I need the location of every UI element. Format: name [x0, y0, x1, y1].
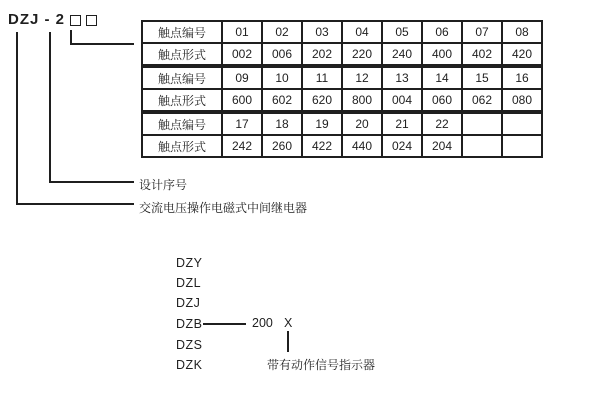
table-cell: 02 [262, 21, 302, 43]
dzb-variable: X [284, 316, 293, 330]
table-cell: 440 [342, 135, 382, 157]
design-serial-label: 设计序号 [139, 178, 188, 192]
series-item-dzl: DZL [176, 276, 202, 290]
callout-line-contact-horizontal [70, 43, 134, 45]
table-cell: 402 [462, 43, 502, 66]
row-label: 触点编号 [142, 66, 222, 89]
callout-line-relay-horizontal [16, 203, 134, 205]
dzb-value: 200 [252, 316, 273, 330]
callout-line-serial-horizontal [49, 181, 134, 183]
table-cell: 07 [462, 21, 502, 43]
series-item-dzb: DZB [176, 317, 203, 331]
table-cell: 260 [262, 135, 302, 157]
table-cell [462, 112, 502, 135]
indicator-label: 带有动作信号指示器 [267, 358, 376, 372]
table-cell [502, 135, 542, 157]
table-cell: 14 [422, 66, 462, 89]
contact-code-table [141, 20, 543, 158]
model-code: DZJ - 2 [8, 11, 66, 28]
table-cell: 080 [502, 89, 542, 112]
table-cell: 12 [342, 66, 382, 89]
table-cell: 09 [222, 66, 262, 89]
series-item-dzk: DZK [176, 358, 203, 372]
indicator-connector-line [287, 331, 289, 352]
table-cell: 15 [462, 66, 502, 89]
table-cell [462, 135, 502, 157]
row-label: 触点编号 [142, 21, 222, 43]
table-cell: 03 [302, 21, 342, 43]
relay-description-label: 交流电压操作电磁式中间继电器 [139, 201, 308, 215]
table-cell: 16 [502, 66, 542, 89]
table-cell: 06 [422, 21, 462, 43]
table-cell: 602 [262, 89, 302, 112]
table-row [142, 43, 542, 66]
table-cell [502, 112, 542, 135]
table-cell: 620 [302, 89, 342, 112]
table-cell: 21 [382, 112, 422, 135]
table-cell: 420 [502, 43, 542, 66]
table-cell: 600 [222, 89, 262, 112]
table-cell: 220 [342, 43, 382, 66]
row-label: 触点形式 [142, 43, 222, 66]
table-row [142, 21, 542, 43]
table-cell: 19 [302, 112, 342, 135]
table-cell: 01 [222, 21, 262, 43]
table-cell: 422 [302, 135, 342, 157]
table-cell: 11 [302, 66, 342, 89]
table-cell: 004 [382, 89, 422, 112]
table-cell: 002 [222, 43, 262, 66]
table-cell: 20 [342, 112, 382, 135]
table-cell: 240 [382, 43, 422, 66]
row-label: 触点形式 [142, 89, 222, 112]
table-cell: 04 [342, 21, 382, 43]
table-cell: 062 [462, 89, 502, 112]
table-cell: 18 [262, 112, 302, 135]
dzb-connector-line [203, 323, 246, 325]
series-item-dzs: DZS [176, 338, 203, 352]
table-row [142, 66, 542, 89]
callout-line-serial-vertical [49, 32, 51, 183]
series-item-dzy: DZY [176, 256, 203, 270]
series-item-dzj: DZJ [176, 296, 201, 310]
table-cell: 242 [222, 135, 262, 157]
table-cell: 17 [222, 112, 262, 135]
table-cell: 08 [502, 21, 542, 43]
row-label: 触点编号 [142, 112, 222, 135]
table-cell: 202 [302, 43, 342, 66]
table-cell: 22 [422, 112, 462, 135]
placeholder-box-1 [70, 15, 81, 26]
row-label: 触点形式 [142, 135, 222, 157]
table-row [142, 89, 542, 112]
callout-line-relay-vertical [16, 32, 18, 205]
table-row [142, 135, 542, 157]
table-cell: 10 [262, 66, 302, 89]
table-cell: 060 [422, 89, 462, 112]
table-row [142, 112, 542, 135]
table-cell: 800 [342, 89, 382, 112]
table-cell: 400 [422, 43, 462, 66]
table-cell: 006 [262, 43, 302, 66]
table-cell: 204 [422, 135, 462, 157]
table-cell: 024 [382, 135, 422, 157]
table-cell: 05 [382, 21, 422, 43]
placeholder-box-2 [86, 15, 97, 26]
model-number [8, 11, 97, 28]
table-cell: 13 [382, 66, 422, 89]
contact-table-body [142, 21, 542, 157]
